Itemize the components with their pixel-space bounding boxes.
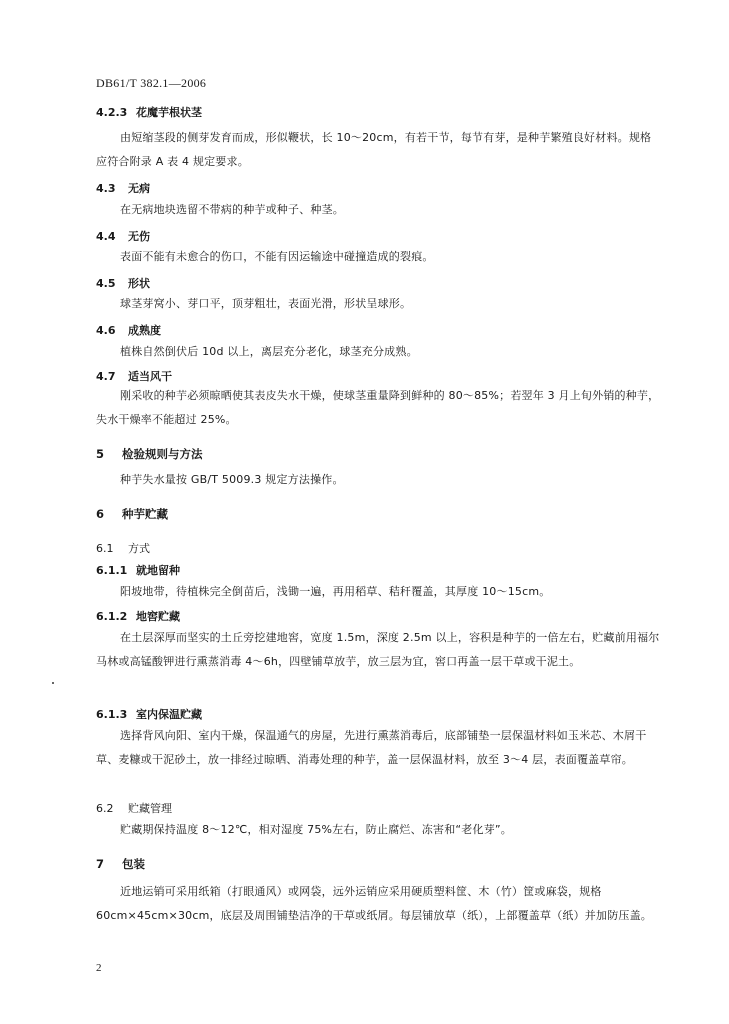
section-title: 花魔芋根状茎 (136, 106, 202, 119)
heading-4-4 (96, 228, 150, 244)
section-number: 6 (96, 507, 105, 521)
section-title: 适当风干 (128, 370, 172, 383)
section-number: 7 (96, 857, 105, 871)
heading-4-5 (96, 275, 150, 291)
heading-6 (96, 506, 168, 522)
section-number: 4.6 (96, 324, 116, 337)
heading-6-1-3 (96, 706, 202, 722)
section-title: 室内保温贮藏 (136, 708, 202, 721)
section-number: 6.1.2 (96, 610, 128, 623)
paragraph-6-1-3: 选择背风向阳、室内干燥，保温通气的房屋，先进行熏蒸消毒后，底部铺垫一层保温材料如玉米芯、木屑干草、麦糠或干泥砂土，放一排经过晾晒、消毒处理的种芋，盖一层保温材料，放至 3～4 层，表面覆盖草帘。 (96, 729, 647, 766)
document-code: DB61/T 382.1—2006 (96, 76, 207, 90)
paragraph-4-6: 植株自然倒伏后 10d 以上，离层充分老化，球茎充分成熟。 (120, 345, 418, 358)
section-title: 就地留种 (136, 564, 180, 577)
paragraph-4-4: 表面不能有未愈合的伤口，不能有因运输途中碰撞造成的裂痕。 (120, 250, 434, 263)
section-number: 6.2 (96, 802, 114, 815)
heading-6-1 (96, 540, 150, 556)
page-number: 2 (96, 962, 102, 974)
section-title: 无伤 (128, 230, 150, 243)
section-title: 检验规则与方法 (122, 447, 203, 461)
section-number: 6.1.1 (96, 564, 128, 577)
heading-7 (96, 856, 145, 872)
heading-4-6 (96, 322, 161, 338)
section-title: 地窖贮藏 (136, 610, 180, 623)
paragraph-6-1-1: 阳坡地带，待植株完全倒苗后，浅锄一遍，再用稻草、秸秆覆盖，其厚度 10～15cm。 (120, 585, 551, 598)
section-number: 4.3 (96, 182, 116, 195)
paragraph-7: 近地运销可采用纸箱（打眼通风）或网袋，远外运销应采用硬质塑料筐、木（竹）筐或麻袋，规格 60cm×45cm×30cm，底层及周围铺垫洁净的干草或纸屑。每层铺放草（纸），上部覆盖草（纸）并加防压盖。 (96, 885, 653, 922)
section-number: 4.2.3 (96, 106, 128, 119)
section-title: 包装 (122, 857, 145, 871)
heading-4-7 (96, 368, 172, 384)
section-title: 形状 (128, 277, 150, 290)
paragraph-4-5: 球茎芽窝小、芽口平，顶芽粗壮，表面光滑，形状呈球形。 (120, 297, 412, 310)
section-title: 方式 (128, 542, 150, 555)
heading-5 (96, 446, 203, 462)
paragraph-6-1-2: 在土层深厚而坚实的土丘旁挖建地窖，宽度 1.5m，深度 2.5m 以上，容积是种芋的一倍左右，贮藏前用福尔马林或高锰酸钾进行熏蒸消毒 4～6h，四壁铺草放芋，放三层为宜，窖口再盖一层干草或干泥土。 (96, 631, 660, 668)
paragraph-4-7: 刚采收的种芋必须晾晒使其表皮失水干燥，使球茎重量降到鲜种的 80～85%；若翌年 3 月上旬外销的种芋，失水干燥率不能超过 25%。 (96, 389, 660, 426)
paragraph-5: 种芋失水量按 GB/T 5009.3 规定方法操作。 (120, 473, 344, 486)
paragraph-4-3: 在无病地块选留不带病的种芋或种子、种茎。 (120, 203, 344, 216)
section-number: 5 (96, 447, 105, 461)
heading-4-3 (96, 180, 150, 196)
section-title: 无病 (128, 182, 150, 195)
section-number: 4.5 (96, 277, 116, 290)
heading-4-2-3 (96, 104, 202, 120)
scan-speck (52, 682, 54, 684)
section-number: 6.1 (96, 542, 114, 555)
heading-6-1-1 (96, 562, 180, 578)
section-number: 6.1.3 (96, 708, 128, 721)
heading-6-2 (96, 800, 172, 816)
paragraph-4-2-3: 由短缩茎段的侧芽发育而成，形似鞭状，长 10～20cm，有若干节，每节有芽，是种芋繁殖良好材料。规格应符合附录 A 表 4 规定要求。 (96, 131, 652, 168)
heading-6-1-2 (96, 608, 180, 624)
section-number: 4.4 (96, 230, 116, 243)
section-title: 贮藏管理 (128, 802, 172, 815)
section-title: 种芋贮藏 (122, 507, 168, 521)
section-title: 成熟度 (128, 324, 161, 337)
section-number: 4.7 (96, 370, 116, 383)
paragraph-6-2: 贮藏期保持温度 8～12℃，相对湿度 75%左右，防止腐烂、冻害和“老化芽”。 (120, 823, 512, 836)
